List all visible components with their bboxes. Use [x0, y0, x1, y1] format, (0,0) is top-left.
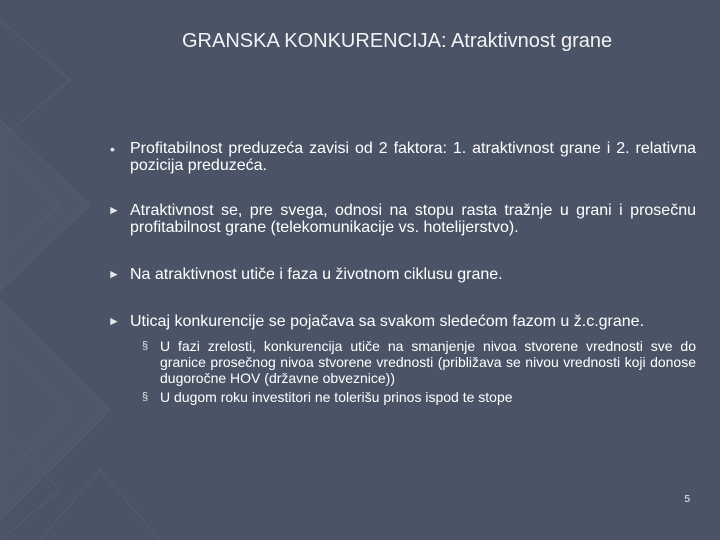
- section-bullet-icon: §: [142, 340, 149, 352]
- sub-bullet-text: U dugom roku investitori ne tolerišu prinos ispod te stope: [160, 389, 513, 405]
- bullet-item: [108, 266, 696, 283]
- slide-title: GRANSKA KONKURENCIJA: Atraktivnost grane: [182, 30, 613, 52]
- sub-bullet-text: U fazi zrelosti, konkurencija utiče na smanjenje nivoa stvorene vrednosti sve do granice prosečnog nivoa stvorene vrednosti (približava se nivou vrednosti koji donose dugoročne HOV (državne obveznice)): [160, 338, 696, 386]
- bullet-text: Atraktivnost se, pre svega, odnosi na stopu rasta tražnje u grani i prosečnu profitabilnost grane (telekomunikacije vs. hotelijerstvo).: [130, 202, 696, 236]
- arrow-bullet-icon: ►: [108, 314, 120, 328]
- bullet-item: [108, 313, 696, 330]
- bullet-text: Profitabilnost preduzeća zavisi od 2 faktora: 1. atraktivnost grane i 2. relativna pozicija preduzeća.: [130, 140, 696, 174]
- slide-content: [108, 140, 696, 405]
- arrow-bullet-icon: ►: [108, 203, 120, 217]
- bullet-dot-icon: •: [110, 141, 115, 157]
- sub-bullet-list: [108, 338, 696, 405]
- arrow-bullet-icon: ►: [108, 267, 120, 281]
- sub-bullet-item: [142, 389, 696, 405]
- bullet-text: Uticaj konkurencije se pojačava sa svakom sledećom fazom u ž.c.grane.: [130, 313, 645, 330]
- sub-bullet-item: [142, 338, 696, 386]
- bullet-item: [108, 140, 696, 174]
- page-number: 5: [684, 494, 690, 505]
- bullet-item: [108, 202, 696, 236]
- bullet-text: Na atraktivnost utiče i faza u životnom ciklusu grane.: [130, 266, 503, 283]
- section-bullet-icon: §: [142, 391, 149, 403]
